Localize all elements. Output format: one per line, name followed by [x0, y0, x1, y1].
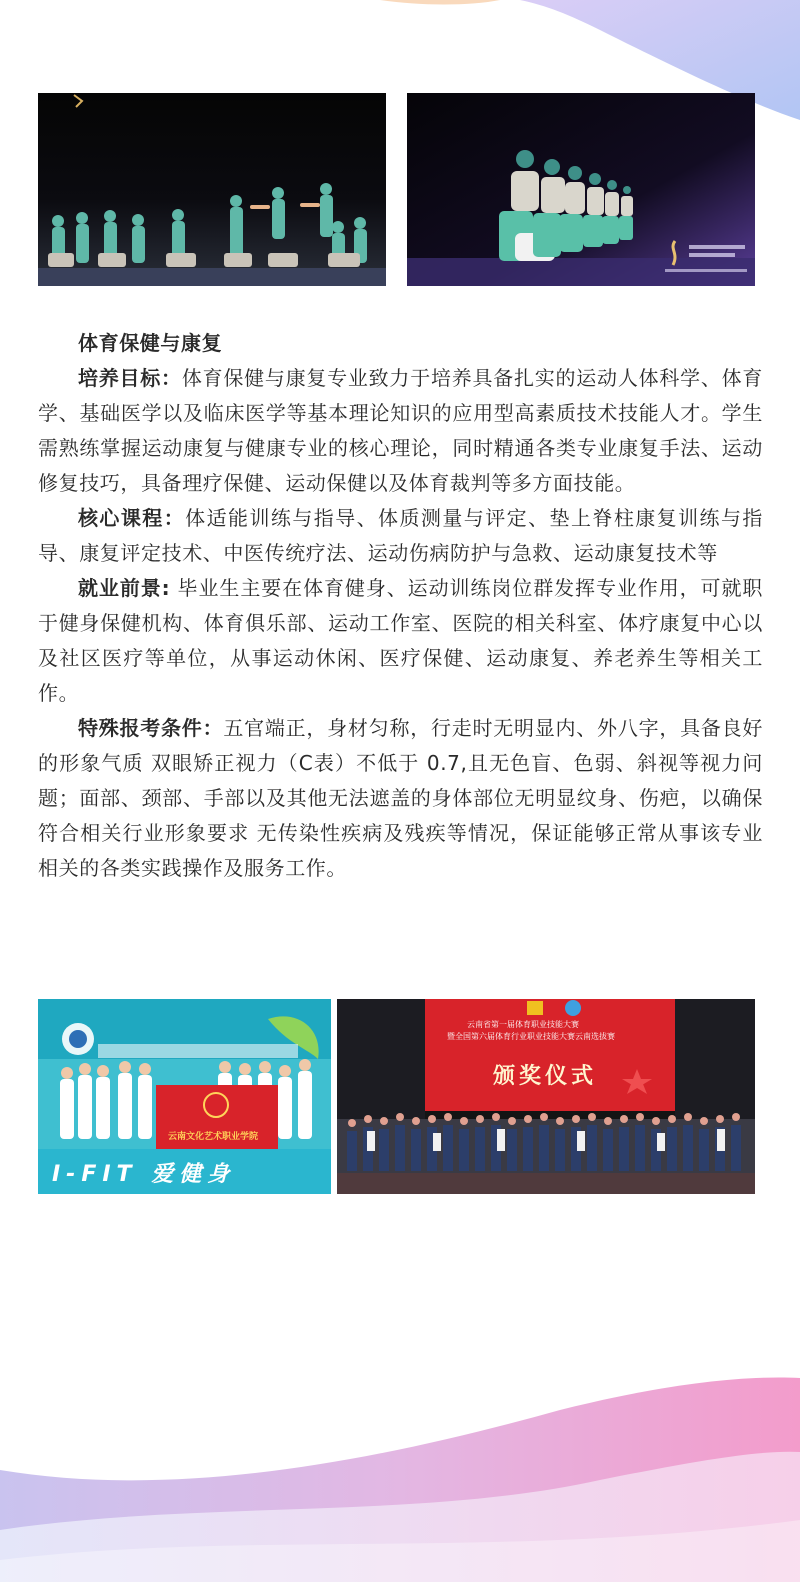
text-training-goal: 体育保健与康复专业致力于培养具备扎实的运动人体科学、体育学、基础医学以及临床医学等基本理论知识的应用型高素质技术技能人才。学生需熟练掌握运动康复与健康专业的核心理论，同时精通各类专业康复手法、运动修复技巧，具备理疗保健、运动保健以及体育裁判等多方面技能。 [38, 366, 763, 495]
label-special-requirements: 特殊报考条件： [78, 716, 224, 740]
flag-text: 云南文化艺术职业学院 [168, 1132, 259, 1142]
label-training-goal: 培养目标： [78, 366, 182, 390]
text-core-courses: 体适能训练与指导、体质测量与评定、垫上脊柱康复训练与指导、康复评定技术、中医传统疗法、运动伤病防护与急救、运动康复技术等 [38, 506, 764, 565]
label-core-courses: 核心课程： [78, 506, 186, 530]
paragraph-core-courses [38, 501, 763, 571]
award-line2: 暨全国第六届体育行业职业技能大赛云南选拔赛 [447, 1032, 615, 1041]
dance-photo-right [407, 93, 755, 286]
award-title: 颁奖仪式 [493, 1064, 598, 1089]
dance-photo-left [38, 93, 386, 286]
paragraph-training-goal [38, 361, 763, 501]
banner-text: I-FIT 爱健身 [52, 1162, 236, 1187]
label-career-prospects: 就业前景: [78, 576, 171, 600]
paragraph-special-requirements [38, 711, 763, 886]
text-career-prospects: 毕业生主要在体育健身、运动训练岗位群发挥专业作用，可就职于健身保健机构、体育俱乐部、运动工作室、医院的相关科室、体疗康复中心以及社区医疗等单位，从事运动休闲、医疗保健、运动康复、养老养生等相关工作。 [38, 576, 763, 705]
text-special-requirements: 五官端正，身材匀称，行走时无明显内、外八字，具备良好的形象气质 双眼矫正视力（C表）不低于 0.7,且无色盲、色弱、斜视等视力问题；面部、颈部、手部以及其他无法遮盖的身体部位无明显纹身、伤疤，以确保符合相关行业形象要求 无传染性疾病及残疾等情况，保证能够正常从事该专业相关的各类实践操作及服务工作。 [38, 716, 763, 880]
award-line1: 云南省第一届体育职业技能大赛 [467, 1020, 579, 1029]
paragraph-career-prospects [38, 571, 763, 711]
team-flag-photo [38, 999, 331, 1194]
section-title: 体育保健与康复 [78, 331, 223, 355]
article-body [38, 326, 763, 886]
award-ceremony-photo [337, 999, 755, 1194]
